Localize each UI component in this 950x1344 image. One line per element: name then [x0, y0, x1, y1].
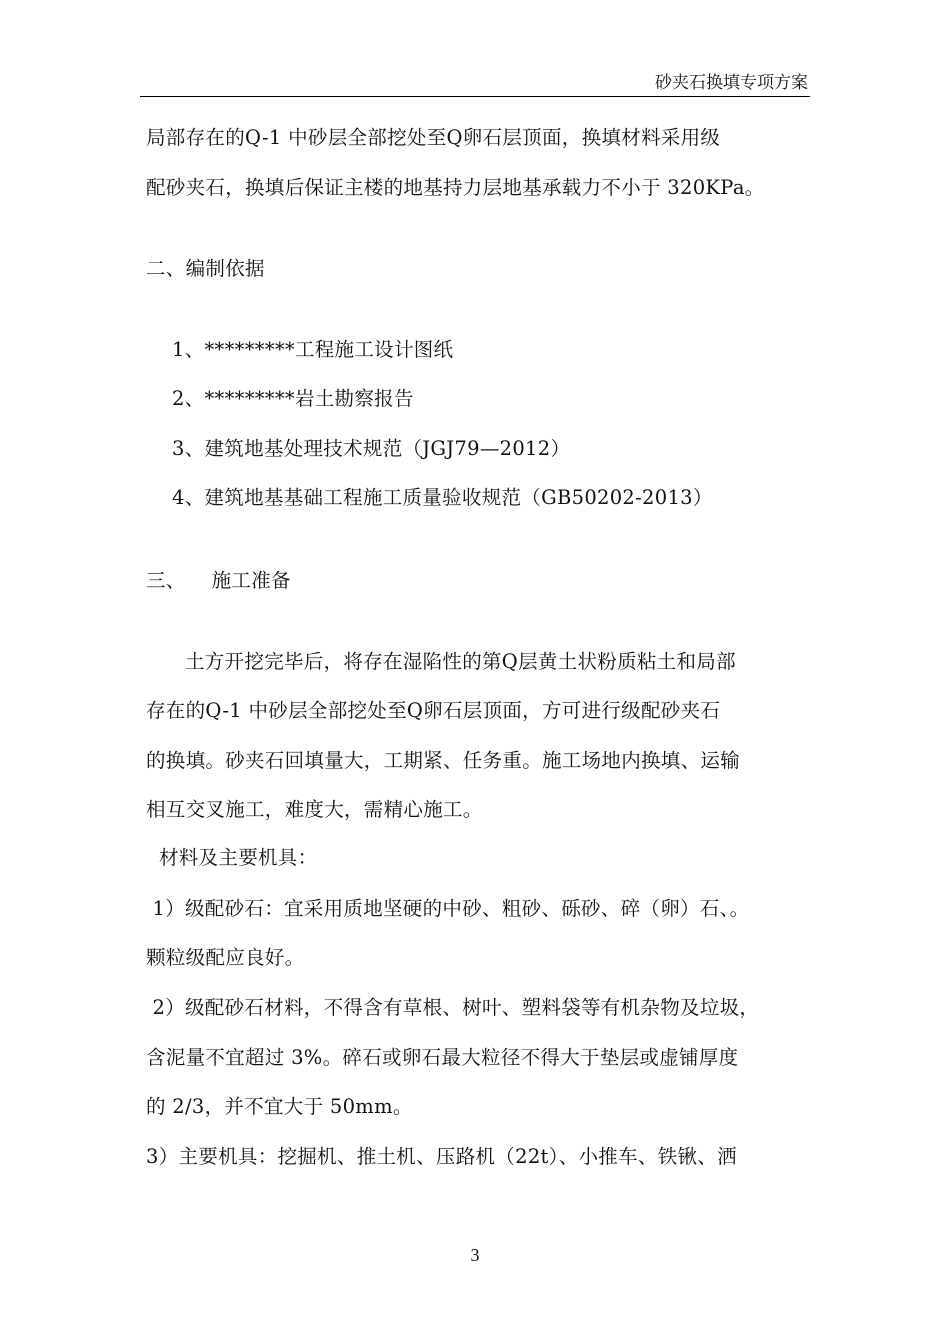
text-line: 颗粒级配应良好。 — [146, 946, 305, 969]
reference-item: 4、建筑地基基础工程施工质量验收规范（GB50202-2013） — [146, 486, 713, 509]
text-line: 3）主要机具：挖掘机、推土机、压路机（22t）、小推车、铁锹、洒 — [146, 1145, 737, 1168]
text-line: 的 2/3，并不宜大于 50mm。 — [146, 1095, 413, 1118]
text-line: 存在的Q-1 中砂层全部挖处至Q卵石层顶面，方可进行级配砂夹石 — [146, 699, 721, 722]
text-line: 1）级配砂石：宜采用质地坚硬的中砂、粗砂、砾砂、碎（卵）石、。 — [146, 897, 750, 920]
text-line: 2）级配砂石材料，不得含有草根、树叶、塑料袋等有机杂物及垃圾， — [146, 996, 760, 1019]
header-rule — [140, 96, 810, 97]
text-line: 局部存在的Q-1 中砂层全部挖处至Q卵石层顶面，换填材料采用级 — [146, 126, 721, 149]
text-line: 配砂夹石，换填后保证主楼的地基持力层地基承载力不小于 320KPa。 — [146, 176, 765, 199]
text-line: 含泥量不宜超过 3%。碎石或卵石最大粒径不得大于垫层或虚铺厚度 — [146, 1046, 739, 1069]
reference-item: 3、建筑地基处理技术规范（JGJ79—2012） — [146, 437, 571, 460]
section-heading: 三、 施工准备 — [146, 569, 291, 592]
reference-item: 2、*********岩土勘察报告 — [146, 387, 414, 410]
section-heading: 二、编制依据 — [146, 257, 265, 280]
text-line: 材料及主要机具： — [146, 846, 318, 869]
header-title: 砂夹石换填专项方案 — [655, 73, 808, 93]
reference-item: 1、*********工程施工设计图纸 — [146, 338, 454, 361]
text-line: 相互交叉施工，难度大，需精心施工。 — [146, 798, 483, 821]
page-number: 3 — [470, 1245, 480, 1265]
text-line: 的换填。砂夹石回填量大，工期紧、任务重。施工场地内换填、运输 — [146, 749, 741, 772]
text-line: 土方开挖完毕后，将存在湿陷性的第Q层黄土状粉质粘土和局部 — [146, 650, 736, 673]
